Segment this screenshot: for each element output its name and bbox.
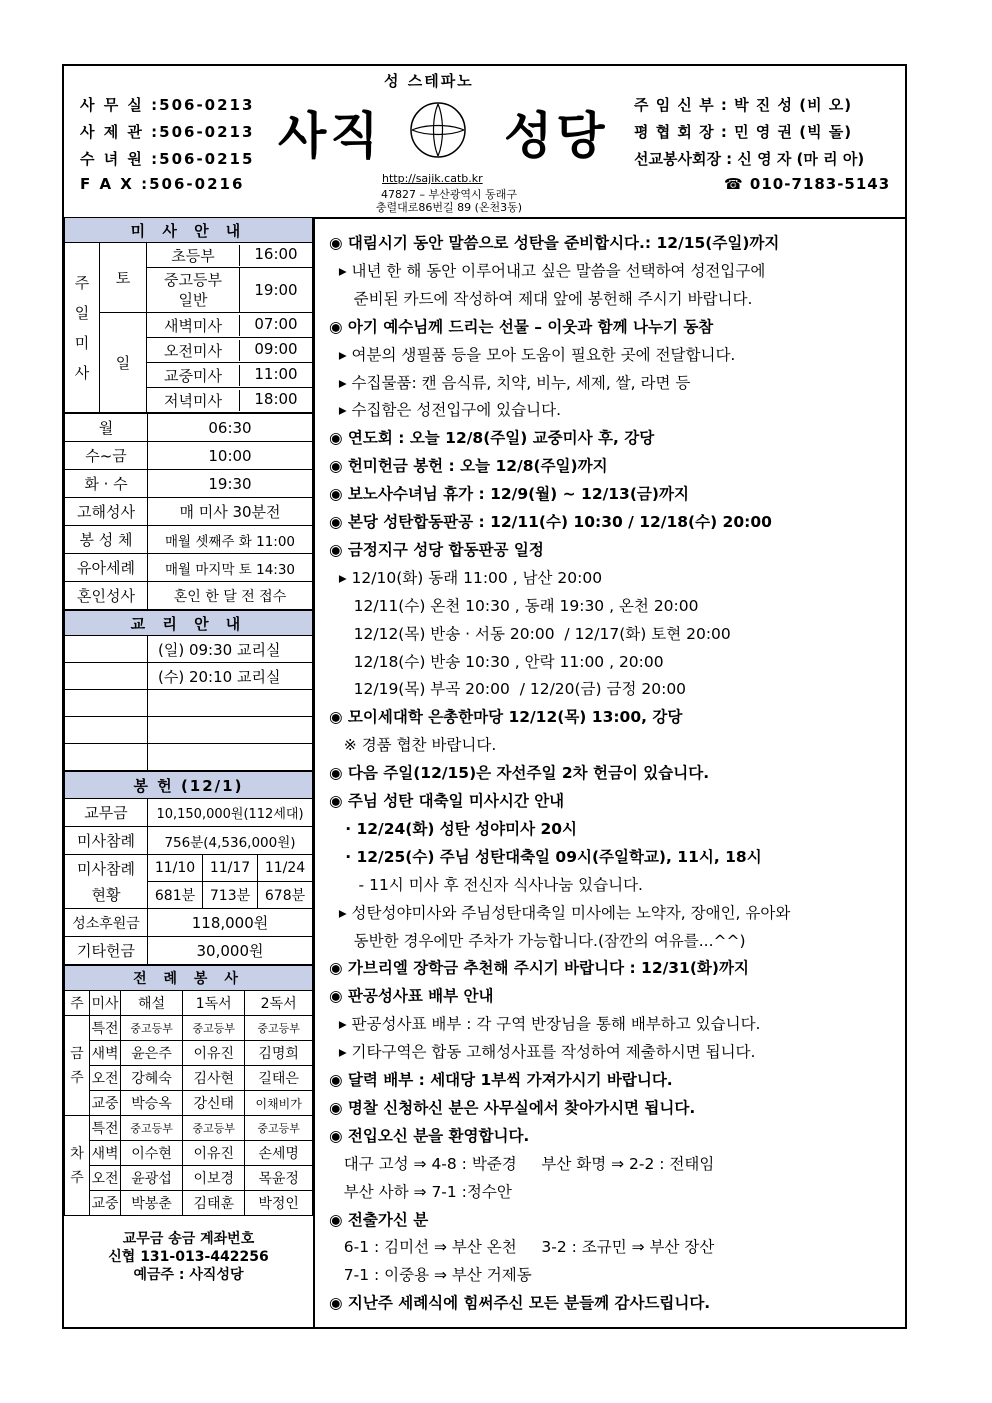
liturgy-cell: 김명희 xyxy=(245,1041,313,1066)
weekday-time: 10:00 xyxy=(148,442,313,470)
liturgy-cell: 윤은주 xyxy=(121,1041,183,1066)
bulletin-frame xyxy=(62,64,907,1329)
weekday-schedule-table xyxy=(64,413,313,610)
liturgy-cell: 이보경 xyxy=(183,1166,245,1191)
notice-line: 부산 사하 ⇒ 7-1 :정수안 xyxy=(329,1182,512,1201)
notice-line: ◉ 판공성사표 배부 안내 xyxy=(329,987,494,1006)
notice-line: ◉ 가브리엘 장학금 추천해 주시기 바랍니다 : 12/31(화)까지 xyxy=(329,959,749,978)
offering-label: 교무금 xyxy=(65,799,148,827)
liturgy-mass: 특전 xyxy=(90,1116,121,1141)
sun-mass-time: 09:00 xyxy=(254,339,298,358)
liturgy-cell: 길태은 xyxy=(245,1066,313,1091)
notice-line: 6-1 : 김미선 ⇒ 부산 온천 3-2 : 조규민 ⇒ 부산 장산 xyxy=(329,1238,715,1257)
catechism-row: (수) 20:10 교리실 xyxy=(148,663,313,690)
left-column xyxy=(64,217,315,1327)
liturgy-header: 2독서 xyxy=(245,991,313,1016)
liturgy-mass: 특전 xyxy=(90,1016,121,1041)
liturgy-mass: 새벽 xyxy=(90,1041,121,1066)
account-info xyxy=(64,1216,313,1284)
liturgy-cell: 윤광섭 xyxy=(121,1166,183,1191)
liturgy-mass: 오전 xyxy=(90,1166,121,1191)
mass-title: 미 사 안 내 xyxy=(65,218,313,243)
notice-line: 준비된 카드에 작성하여 제대 앞에 봉헌해 주시기 바랍니다. xyxy=(329,289,753,308)
sat-mass-time: 16:00 xyxy=(254,244,298,263)
liturgy-cell: 중고등부 xyxy=(245,1116,313,1141)
notice-line: ◉ 보노사수녀님 휴가 : 12/9(월) ~ 12/13(금)까지 xyxy=(329,485,689,504)
liturgy-table xyxy=(64,965,313,1216)
notice-line: ◉ 대림시기 동안 말씀으로 성탄을 준비합시다.: 12/15(주일)까지 xyxy=(329,234,780,252)
offering-label: 기타헌금 xyxy=(65,937,148,965)
sun-mass-name: 새벽미사 xyxy=(147,315,240,336)
liturgy-cell: 중고등부 xyxy=(183,1016,245,1041)
catechism-row xyxy=(148,717,313,744)
notice-line: ◉ 명찰 신청하신 분은 사무실에서 찾아가시면 됩니다. xyxy=(329,1098,696,1117)
liturgy-title: 전 례 봉 사 xyxy=(65,966,313,991)
weekday-label: 월 xyxy=(65,414,148,442)
weekday-time: 매 미사 30분전 xyxy=(148,498,313,526)
attendance-count: 713분 xyxy=(203,882,258,909)
liturgy-week: 차 주 xyxy=(65,1116,90,1216)
liturgy-mass: 새벽 xyxy=(90,1141,121,1166)
notice-line: ▸ 수집물품: 캔 음식류, 치약, 비누, 세제, 쌀, 라면 등 xyxy=(329,373,691,392)
notice-line: ◉ 금정지구 성당 합동판공 일정 xyxy=(329,540,544,559)
notice-line: 동반한 경우에만 주차가 가능합니다.(잠깐의 여유를...^^) xyxy=(329,931,746,950)
notice-line: ◉ 전출가신 분 xyxy=(329,1210,429,1229)
phone-convent: 수 녀 원 :506-0215 xyxy=(80,150,255,168)
sun-mass-name: 교중미사 xyxy=(147,365,240,386)
notice-line: ◉ 모이세대학 은총한마당 12/12(목) 13:00, 강당 xyxy=(329,708,683,727)
header xyxy=(64,66,905,219)
sun-label: 일 xyxy=(100,313,147,413)
attendance-date: 11/24 xyxy=(258,855,313,882)
sun-mass-time: 07:00 xyxy=(254,314,298,333)
account-line: 신협 131-013-442256 xyxy=(108,1249,269,1265)
liturgy-cell: 강혜숙 xyxy=(121,1066,183,1091)
liturgy-cell: 중고등부 xyxy=(183,1116,245,1141)
offering-label: 성소후원금 xyxy=(65,909,148,937)
liturgy-cell: 박봉춘 xyxy=(121,1191,183,1216)
sun-mass-time: 18:00 xyxy=(254,389,298,408)
liturgy-cell: 이유진 xyxy=(183,1041,245,1066)
liturgy-cell: 목윤정 xyxy=(245,1166,313,1191)
weekday-label: 고해성사 xyxy=(65,498,148,526)
address: 47827 – 부산광역시 동래구 충렬대로86번길 89 (온천3동) xyxy=(375,188,523,214)
weekday-time: 매월 마지막 토 14:30 xyxy=(148,554,313,582)
notice-line: ▸ 성탄성야미사와 주님성탄대축일 미사에는 노약자, 장애인, 유아와 xyxy=(329,903,791,922)
liturgy-cell: 박승옥 xyxy=(121,1091,183,1116)
sun-mass-name: 저녁미사 xyxy=(147,390,240,411)
notice-line: 12/18(수) 반송 10:30 , 안락 11:00 , 20:00 xyxy=(329,652,664,671)
attendance-label: 미사참례 현황 xyxy=(65,855,148,909)
attendance-date: 11/17 xyxy=(203,855,258,882)
liturgy-header: 주 xyxy=(65,991,90,1016)
notice-line: ▸ 기타구역은 합동 고해성사표를 작성하여 제출하시면 됩니다. xyxy=(329,1043,756,1062)
weekday-time: 19:30 xyxy=(148,470,313,498)
sun-mass-time: 11:00 xyxy=(254,364,298,383)
notice-line: - 11시 미사 후 전신자 식사나눔 있습니다. xyxy=(329,875,643,894)
notice-line: · 12/24(화) 성탄 성야미사 20시 xyxy=(329,819,577,838)
weekday-time: 06:30 xyxy=(148,414,313,442)
offering-value: 30,000원 xyxy=(148,937,313,965)
offering-value: 756분(4,536,000원) xyxy=(148,827,313,855)
attendance-count: 681분 xyxy=(148,882,203,909)
account-line: 예금주 : 사직성당 xyxy=(133,1267,244,1283)
sunday-label: 주 일 미 사 xyxy=(65,243,100,413)
staff-council: 평 협 회 장 : 민 영 권 (빅 돌) xyxy=(634,123,853,141)
liturgy-mass: 오전 xyxy=(90,1066,121,1091)
weekday-time: 매월 셋째주 화 11:00 xyxy=(148,526,313,554)
notice-line: ◉ 다음 주일(12/15)은 자선주일 2차 헌금이 있습니다. xyxy=(329,764,710,783)
catechism-row xyxy=(148,744,313,771)
liturgy-header: 미사 xyxy=(90,991,121,1016)
notice-line: ◉ 헌미헌금 봉헌 : 오늘 12/8(주일)까지 xyxy=(329,457,608,476)
attendance-date: 11/10 xyxy=(148,855,203,882)
notice-line: 12/12(목) 반송 · 서동 20:00 / 12/17(화) 토현 20:00 xyxy=(329,624,731,643)
sat-mass-time: 19:00 xyxy=(254,281,298,299)
liturgy-mass: 교중 xyxy=(90,1191,121,1216)
liturgy-cell: 김사현 xyxy=(183,1066,245,1091)
liturgy-cell: 중고등부 xyxy=(121,1116,183,1141)
notice-line: 12/19(목) 부곡 20:00 / 12/20(금) 금정 20:00 xyxy=(329,680,687,699)
mobile-phone: ☎ 010-7183-5143 xyxy=(724,175,891,193)
liturgy-cell: 김태훈 xyxy=(183,1191,245,1216)
account-line: 교무금 송금 계좌번호 xyxy=(122,1231,255,1247)
notice-line: 대구 고성 ⇒ 4-8 : 박준경 부산 화명 ⇒ 2-2 : 전태임 xyxy=(329,1154,715,1173)
attendance-count: 678분 xyxy=(258,882,313,909)
staff-mission: 선교봉사회장 : 신 영 자 (마 리 아) xyxy=(634,150,865,168)
offering-table xyxy=(64,771,313,965)
notice-line: ▸ 내년 한 해 동안 이루어내고 싶은 말씀을 선택하여 성전입구에 xyxy=(329,261,766,280)
phone-office: 사 무 실 :506-0213 xyxy=(80,96,255,114)
weekday-label: 봉 성 체 xyxy=(65,526,148,554)
staff-pastor: 주 임 신 부 : 박 진 성 (비 오) xyxy=(634,96,853,114)
catechism-title: 교 리 안 내 xyxy=(65,611,313,636)
phone-fax: F A X :506-0216 xyxy=(80,175,245,193)
liturgy-header: 해설 xyxy=(121,991,183,1016)
offering-label: 미사참례 xyxy=(65,827,148,855)
sat-mass-name: 중고등부 일반 xyxy=(147,268,240,312)
notice-line: ◉ 주님 성탄 대축일 미사시간 안내 xyxy=(329,792,565,810)
notices-column xyxy=(315,217,905,1327)
weekday-label: 수~금 xyxy=(65,442,148,470)
notice-line: ▸ 여분의 생필품 등을 모아 도움이 필요한 곳에 전달합니다. xyxy=(329,345,736,364)
sat-mass-name: 초등부 xyxy=(147,245,240,266)
liturgy-cell: 강신태 xyxy=(183,1091,245,1116)
phone-rectory: 사 제 관 :506-0213 xyxy=(80,123,255,141)
catechism-row: (일) 09:30 교리실 xyxy=(148,636,313,663)
website-link[interactable]: http://sajik.catb.kr xyxy=(382,172,483,185)
liturgy-mass: 교중 xyxy=(90,1091,121,1116)
liturgy-cell: 이채비가 xyxy=(245,1091,313,1116)
liturgy-cell: 이수현 xyxy=(121,1141,183,1166)
notice-line: · 12/25(수) 주님 성탄대축일 09시(주일학교), 11시, 18시 xyxy=(329,847,762,866)
liturgy-header: 1독서 xyxy=(183,991,245,1016)
sat-label: 토 xyxy=(100,243,147,313)
church-sub: 성 스테파노 xyxy=(384,72,474,90)
weekday-label: 유아세례 xyxy=(65,554,148,582)
church-name-left: 사직 xyxy=(278,107,383,165)
church-logo-icon xyxy=(408,100,468,160)
notice-line: ◉ 아기 예수님께 드리는 선물 – 이웃과 함께 나누기 동참 xyxy=(329,317,714,336)
notice-line: ◉ 전입오신 분을 환영합니다. xyxy=(329,1126,530,1145)
catechism-table xyxy=(64,610,313,771)
weekday-label: 화 · 수 xyxy=(65,470,148,498)
notice-line: 7-1 : 이중용 ⇒ 부산 거제동 xyxy=(329,1266,532,1285)
notice-line: ◉ 연도회 : 오늘 12/8(주일) 교중미사 후, 강당 xyxy=(329,429,655,448)
liturgy-cell: 손세명 xyxy=(245,1141,313,1166)
liturgy-cell: 중고등부 xyxy=(245,1016,313,1041)
church-name-right: 성당 xyxy=(504,107,609,165)
mass-schedule-table xyxy=(64,217,313,413)
weekday-time: 혼인 한 달 전 접수 xyxy=(148,582,313,610)
notice-line: ◉ 본당 성탄합동판공 : 12/11(수) 10:30 / 12/18(수) 20:00 xyxy=(329,513,772,531)
weekday-label: 혼인성사 xyxy=(65,582,148,610)
liturgy-cell: 박정인 xyxy=(245,1191,313,1216)
notice-line: ▸ 판공성사표 배부 : 각 구역 반장님을 통해 배부하고 있습니다. xyxy=(329,1015,761,1034)
catechism-row xyxy=(148,690,313,717)
offering-value: 10,150,000원(112세대) xyxy=(148,799,313,827)
sun-mass-name: 오전미사 xyxy=(147,340,240,361)
liturgy-cell: 이유진 xyxy=(183,1141,245,1166)
notice-line: ▸ 12/10(화) 동래 11:00 , 남산 20:00 xyxy=(329,568,603,587)
notice-line: ※ 경품 협찬 바랍니다. xyxy=(329,736,497,755)
liturgy-cell: 중고등부 xyxy=(121,1016,183,1041)
notice-line: 12/11(수) 온천 10:30 , 동래 19:30 , 온천 20:00 xyxy=(329,596,699,615)
offering-title: 봉 헌 (12/1) xyxy=(65,772,313,799)
offering-value: 118,000원 xyxy=(148,909,313,937)
liturgy-week: 금 주 xyxy=(65,1016,90,1116)
notice-line: ▸ 수집함은 성전입구에 있습니다. xyxy=(329,401,561,420)
notice-line: ◉ 지난주 세례식에 힘써주신 모든 분들께 감사드립니다. xyxy=(329,1294,711,1313)
notice-line: ◉ 달력 배부 : 세대당 1부씩 가져가시기 바랍니다. xyxy=(329,1071,673,1089)
